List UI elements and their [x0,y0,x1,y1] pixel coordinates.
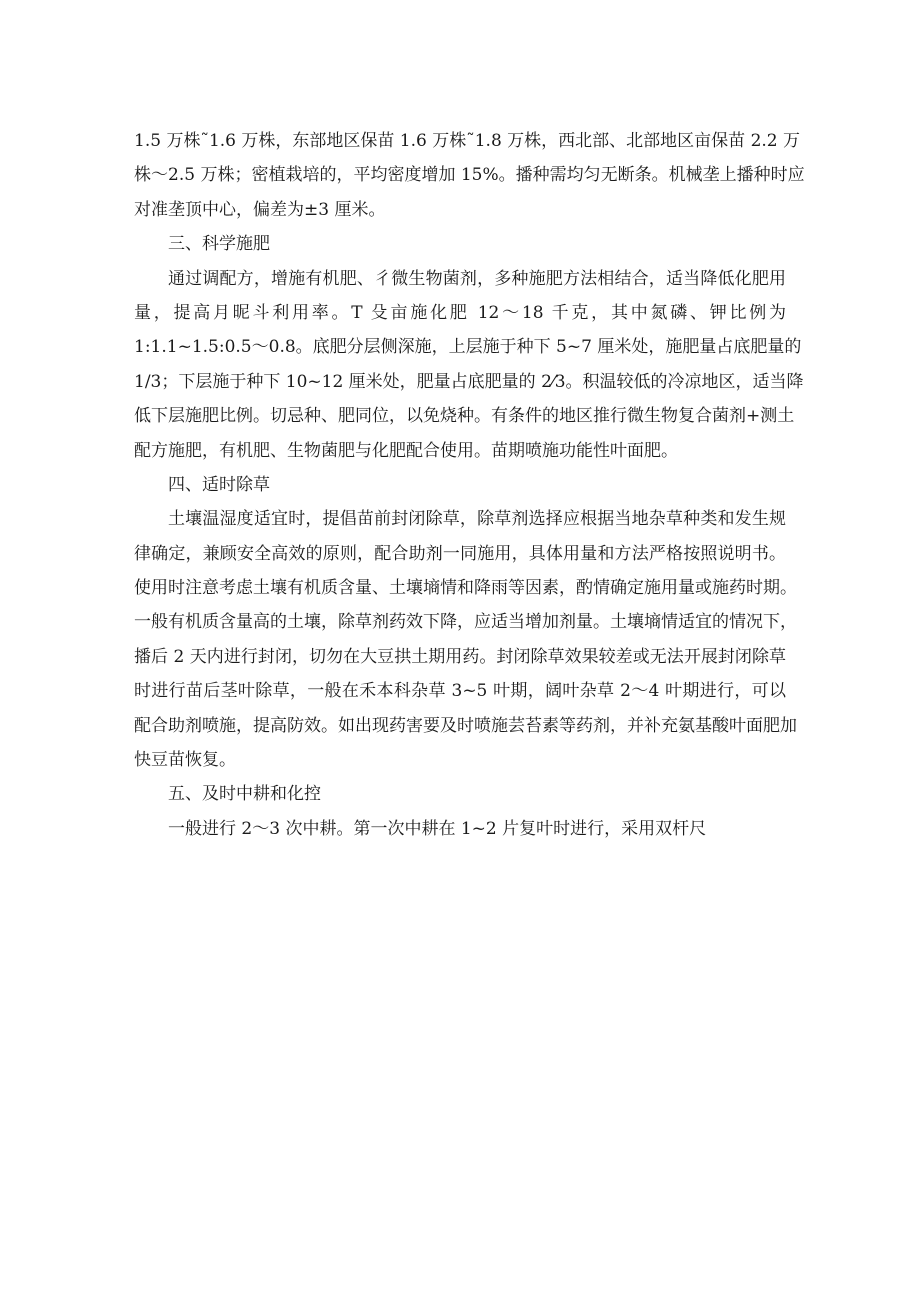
section-heading-4: 四、适时除草 [168,474,270,495]
body-line: 株～2.5 万株；密植栽培的，平均密度增加 15%。播种需均匀无断条。机械垄上播种时应 [134,165,805,186]
body-line: 土壤温湿度适宜时，提倡苗前封闭除草，除草剂选择应根据当地杂草种类和发生规 [168,509,786,530]
body-line: 时进行苗后茎叶除草，一般在禾本科杂草 3~5 叶期，阔叶杂草 2～4 叶期进行，可以 [134,681,786,702]
body-line: 1:1.1~1.5:0.5～0.8。底肥分层侧深施，上层施于种下 5~7 厘米处，施肥量占底肥量的 [134,337,802,358]
body-line: 一般有机质含量高的土壤，除草剂药效下降，应适当增加剂量。土壤墒情适宜的情况下， [134,612,797,633]
body-line: 配方施肥，有机肥、生物菌肥与化肥配合使用。苗期喷施功能性叶面肥。 [134,440,678,461]
document-body [134,124,805,846]
body-line: 低下层施肥比例。切忌种、肥同位，以免烧种。有条件的地区推行微生物复合菌剂+测土 [134,406,795,427]
body-line: 通过调配方，增施有机肥、彳微生物菌剂，多种施肥方法相结合，适当降低化肥用 [168,268,786,289]
body-line: 配合助剂喷施，提高防效。如出现药害要及时喷施芸苔素等药剂，并补充氨基酸叶面肥加 [134,715,797,736]
body-line: 一般进行 2～3 次中耕。第一次中耕在 1~2 片复叶时进行，采用双杆尺 [168,818,707,839]
body-line: 律确定，兼顾安全高效的原则，配合助剂一同施用，具体用量和方法严格按照说明书。 [134,543,786,564]
body-line: 快豆苗恢复。 [134,750,236,771]
section-heading-3: 三、科学施肥 [168,234,270,255]
body-line: 1.5 万株˜1.6 万株，东部地区保苗 1.6 万株˜1.8 万株，西北部、北部地区亩保苗 2.2 万 [134,131,801,151]
body-line: 1/3；下层施于种下 10~12 厘米处，肥量占底肥量的 2⁄3。积温较低的冷凉地区，适当降 [134,371,804,392]
body-line: 对准垄顶中心，偏差为±3 厘米。 [134,199,386,220]
section-heading-5: 五、及时中耕和化控 [168,784,321,805]
body-line: 播后 2 天内进行封闭，切勿在大豆拱土期用药。封闭除草效果较差或无法开展封闭除草 [134,646,786,667]
body-line: 量，提高月昵斗利用率。T 殳亩施化肥 12～18 千克，其中氮磷、钾比例为 [134,302,786,323]
body-line: 使用时注意考虑土壤有机质含量、土壤墒情和降雨等因素，酌情确定施用量或施药时期。 [134,578,797,599]
